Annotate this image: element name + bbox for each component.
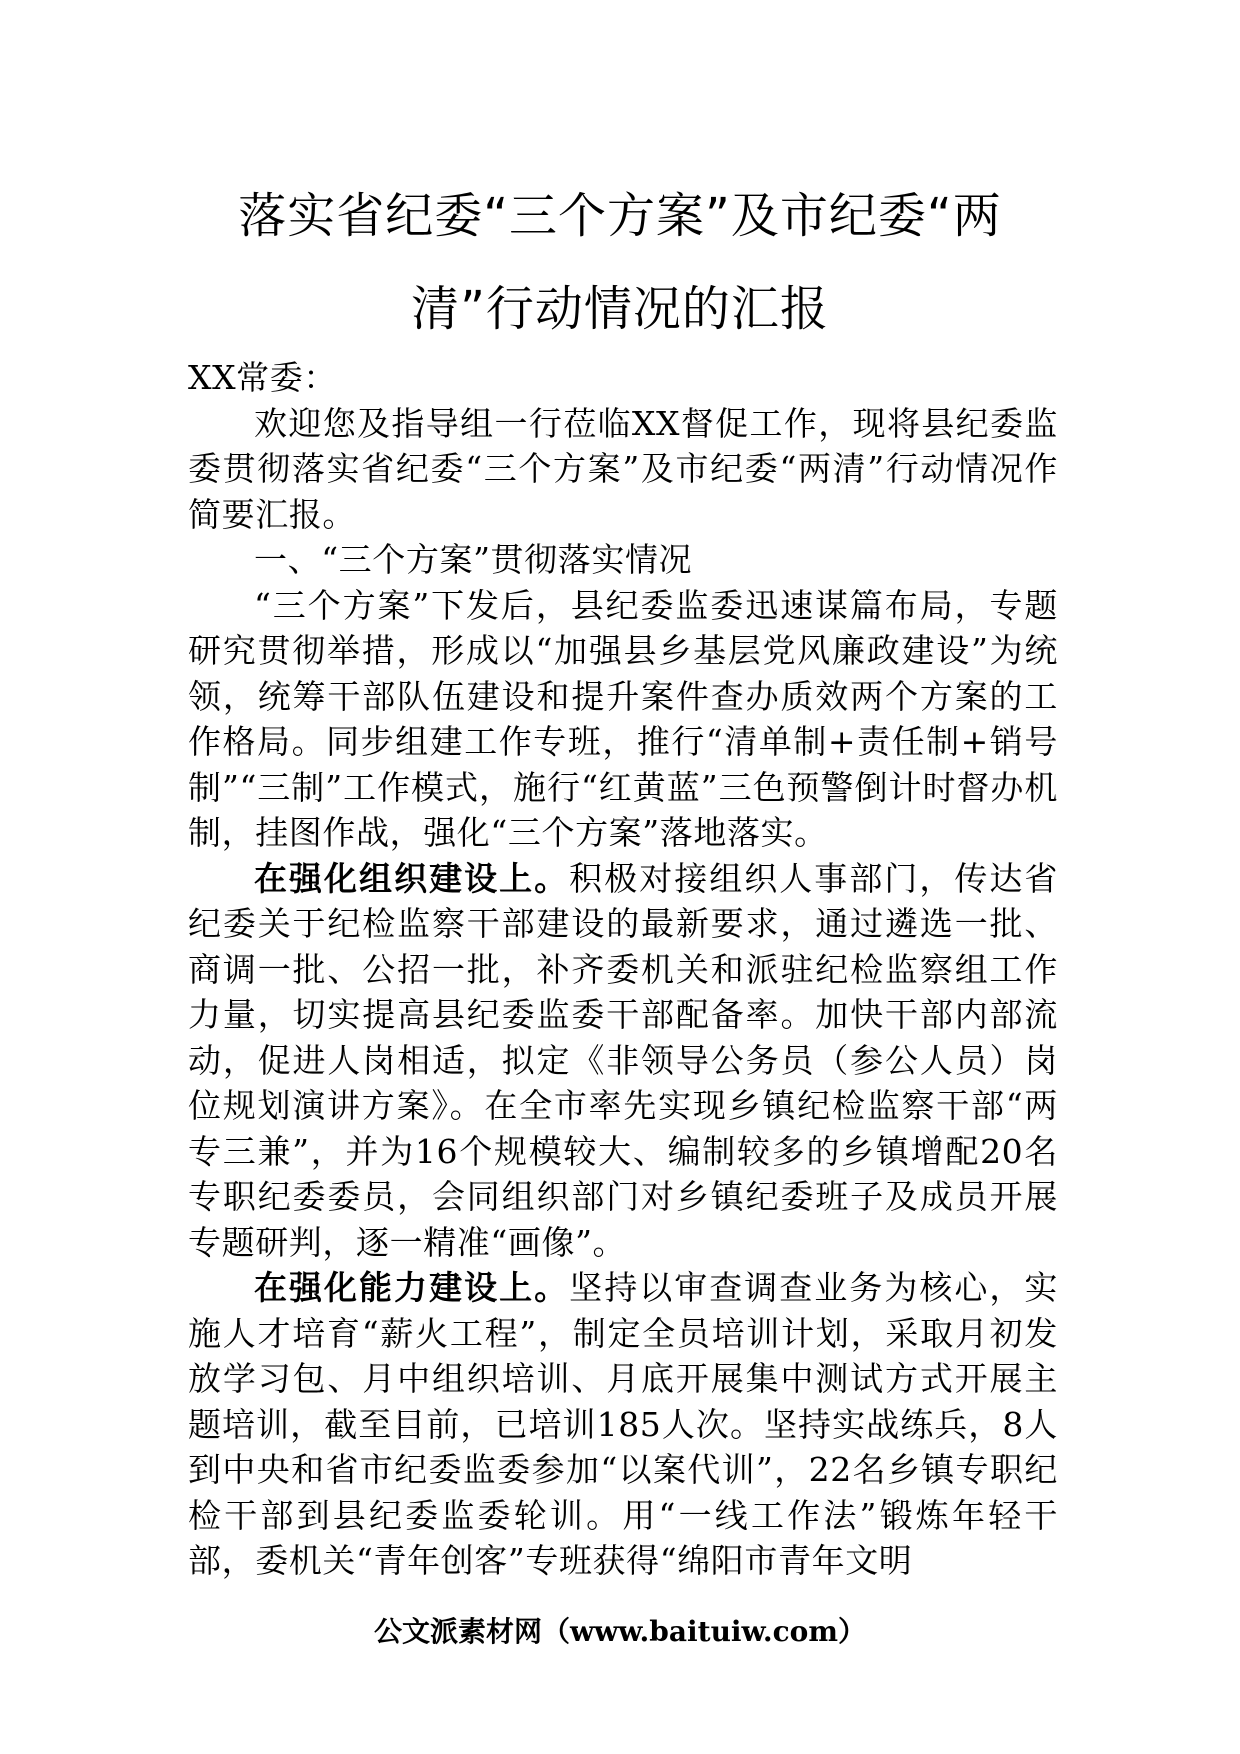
document-title-line-1: 落实省纪委“三个方案”及市纪委“两 — [238, 188, 1002, 244]
document-title-line-2: 清”行动情况的汇报 — [411, 281, 829, 337]
footer-watermark: 公文派素材网（www.baituiw.com） — [374, 1615, 866, 1648]
section-paragraph: “三个方案”下发后，县纪委监委迅速谋篇布局，专题研究贯彻举措，形成以“加强县乡基层党风廉政建设”为统领，统筹干部队伍建设和提升案件查办质效两个方案的工作格局。同步组建工作专班，推行“清单制+责任制+销号制”“三制”工作模式，施行“红黄蓝”三色预警倒计时督办机制，挂图作战，强化“三个方案”落地落实。 — [188, 585, 1058, 852]
capacity-lead: 在强化能力建设上。 — [254, 1268, 570, 1307]
capacity-paragraph — [188, 1265, 1058, 1584]
document-body — [188, 355, 1058, 1584]
intro-paragraph: 欢迎您及指导组一行莅临XX督促工作，现将县纪委监委贯彻落实省纪委“三个方案”及市纪委“两清”行动情况作简要汇报。 — [188, 403, 1058, 534]
organization-text: 积极对接组织人事部门，传达省纪委关于纪检监察干部建设的最新要求，通过遴选一批、商调一批、公招一批，补齐委机关和派驻纪检监察组工作力量，切实提高县纪委监委干部配备率。加快干部内部流动，促进人岗相适，拟定《非领导公务员（参公人员）岗位规划演讲方案》。在全市率先实现乡镇纪检监察干部“两专三兼”，并为16个规模较大、编制较多的乡镇增配20名专职纪委委员，会同组织部门对乡镇纪委班子及成员开展专题研判，逐一精准“画像”。 — [188, 858, 1059, 1262]
capacity-text: 坚持以审查调查业务为核心，实施人才培育“薪火工程”，制定全员培训计划，采取月初发放学习包、月中组织培训、月底开展集中测试方式开展主题培训，截至目前，已培训185人次。坚持实战练兵，8人到中央和省市纪委监委参加“以案代训”，22名乡镇专职纪检干部到县纪委监委轮训。用“一线工作法”锻炼年轻干部，委机关“青年创客”专班获得“绵阳市青年文明 — [188, 1268, 1059, 1580]
organization-lead: 在强化组织建设上。 — [254, 858, 570, 898]
salutation: XX常委： — [188, 358, 337, 397]
section-heading: 一、“三个方案”贯彻落实情况 — [254, 540, 693, 579]
organization-paragraph — [188, 856, 1058, 1266]
